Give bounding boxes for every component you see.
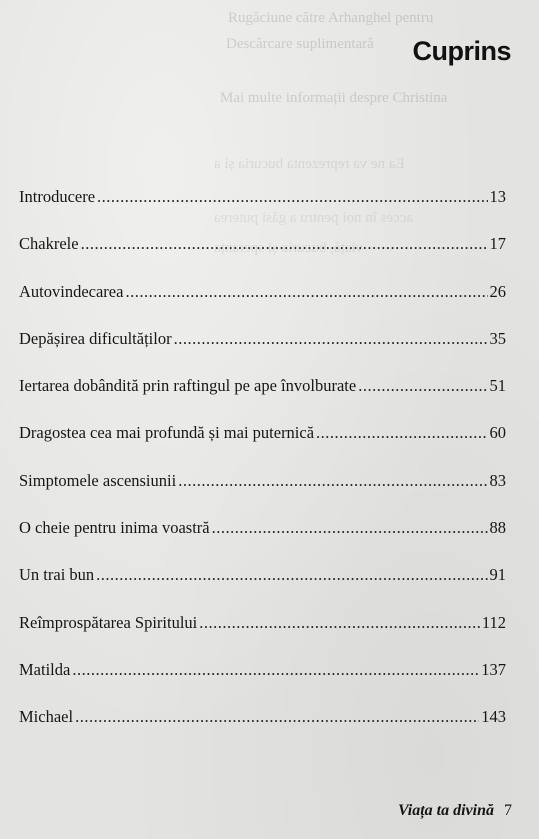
dot-leader (81, 234, 488, 254)
toc-entry-title: Autovindecarea (19, 281, 124, 301)
toc-entry-title: Michael (19, 707, 74, 727)
toc-entry-title: Dragostea cea mai profundă și mai puternică (19, 423, 315, 443)
dot-leader (358, 376, 487, 396)
toc-entry-title: Matilda (19, 659, 71, 679)
toc-entry-title: Depășirea dificultăților (19, 328, 172, 348)
dot-leader (72, 660, 479, 680)
toc-entry (19, 329, 506, 376)
page-title: Cuprins (412, 36, 511, 66)
toc-entry (19, 376, 506, 423)
dot-leader (75, 707, 479, 727)
toc-entry-page: 60 (489, 423, 506, 443)
bleed-through-text: Ea ne va reprezenta bucuria și a (214, 156, 405, 172)
toc-entry-page: 143 (481, 707, 506, 727)
toc-entry-title: Un trai bun (19, 565, 95, 585)
toc-entry-page: 35 (489, 328, 506, 348)
dot-leader (125, 282, 487, 302)
toc-entry-title: O cheie pentru inima voastră (19, 518, 210, 538)
toc-entry (19, 282, 506, 329)
dot-leader (96, 565, 487, 585)
toc-entry (19, 234, 506, 281)
dot-leader (97, 187, 487, 207)
dot-leader (316, 423, 487, 443)
bleed-through-text: Descărcare suplimentară (226, 36, 374, 52)
table-of-contents (19, 187, 506, 755)
toc-entry-page: 137 (481, 659, 506, 679)
toc-entry (19, 187, 506, 234)
bleed-through-text: viață, bucuria și speranța (214, 240, 364, 256)
dot-leader (199, 613, 480, 633)
toc-entry-page: 112 (481, 612, 506, 632)
bleed-through-text: Mai multe informații despre Christina (220, 90, 448, 106)
toc-entry (19, 518, 506, 565)
toc-entry-page: 51 (489, 376, 506, 396)
toc-entry (19, 660, 506, 707)
toc-entry (19, 423, 506, 470)
toc-entry-page: 88 (489, 518, 506, 538)
toc-entry-page: 83 (489, 470, 506, 490)
toc-entry-title: Introducere (19, 187, 96, 206)
toc-entry-title: Chakrele (19, 234, 79, 254)
toc-entry-page: 13 (489, 187, 506, 206)
bleed-through-text: acces în noi pentru a găsi puterea (214, 210, 414, 226)
page-number: 7 (504, 802, 512, 819)
toc-entry (19, 613, 506, 660)
toc-entry-page: 91 (489, 565, 506, 585)
dot-leader (174, 329, 488, 349)
bleed-through-text: Rugăciune către Arhanghel pentru (228, 10, 434, 26)
dot-leader (212, 518, 488, 538)
toc-entry (19, 471, 506, 518)
dot-leader (178, 471, 487, 491)
running-footer (398, 802, 512, 820)
toc-entry-title: Reîmprospătarea Spiritului (19, 612, 198, 632)
toc-entry (19, 707, 506, 754)
toc-entry-page: 26 (489, 281, 506, 301)
toc-entry-title: Iertarea dobândită prin raftingul pe ape învolburate (19, 376, 357, 396)
toc-entry (19, 565, 506, 612)
toc-entry-page: 17 (489, 234, 506, 254)
toc-entry-title: Simptomele ascensiunii (19, 470, 177, 490)
book-title: Viața ta divină (397, 802, 494, 819)
